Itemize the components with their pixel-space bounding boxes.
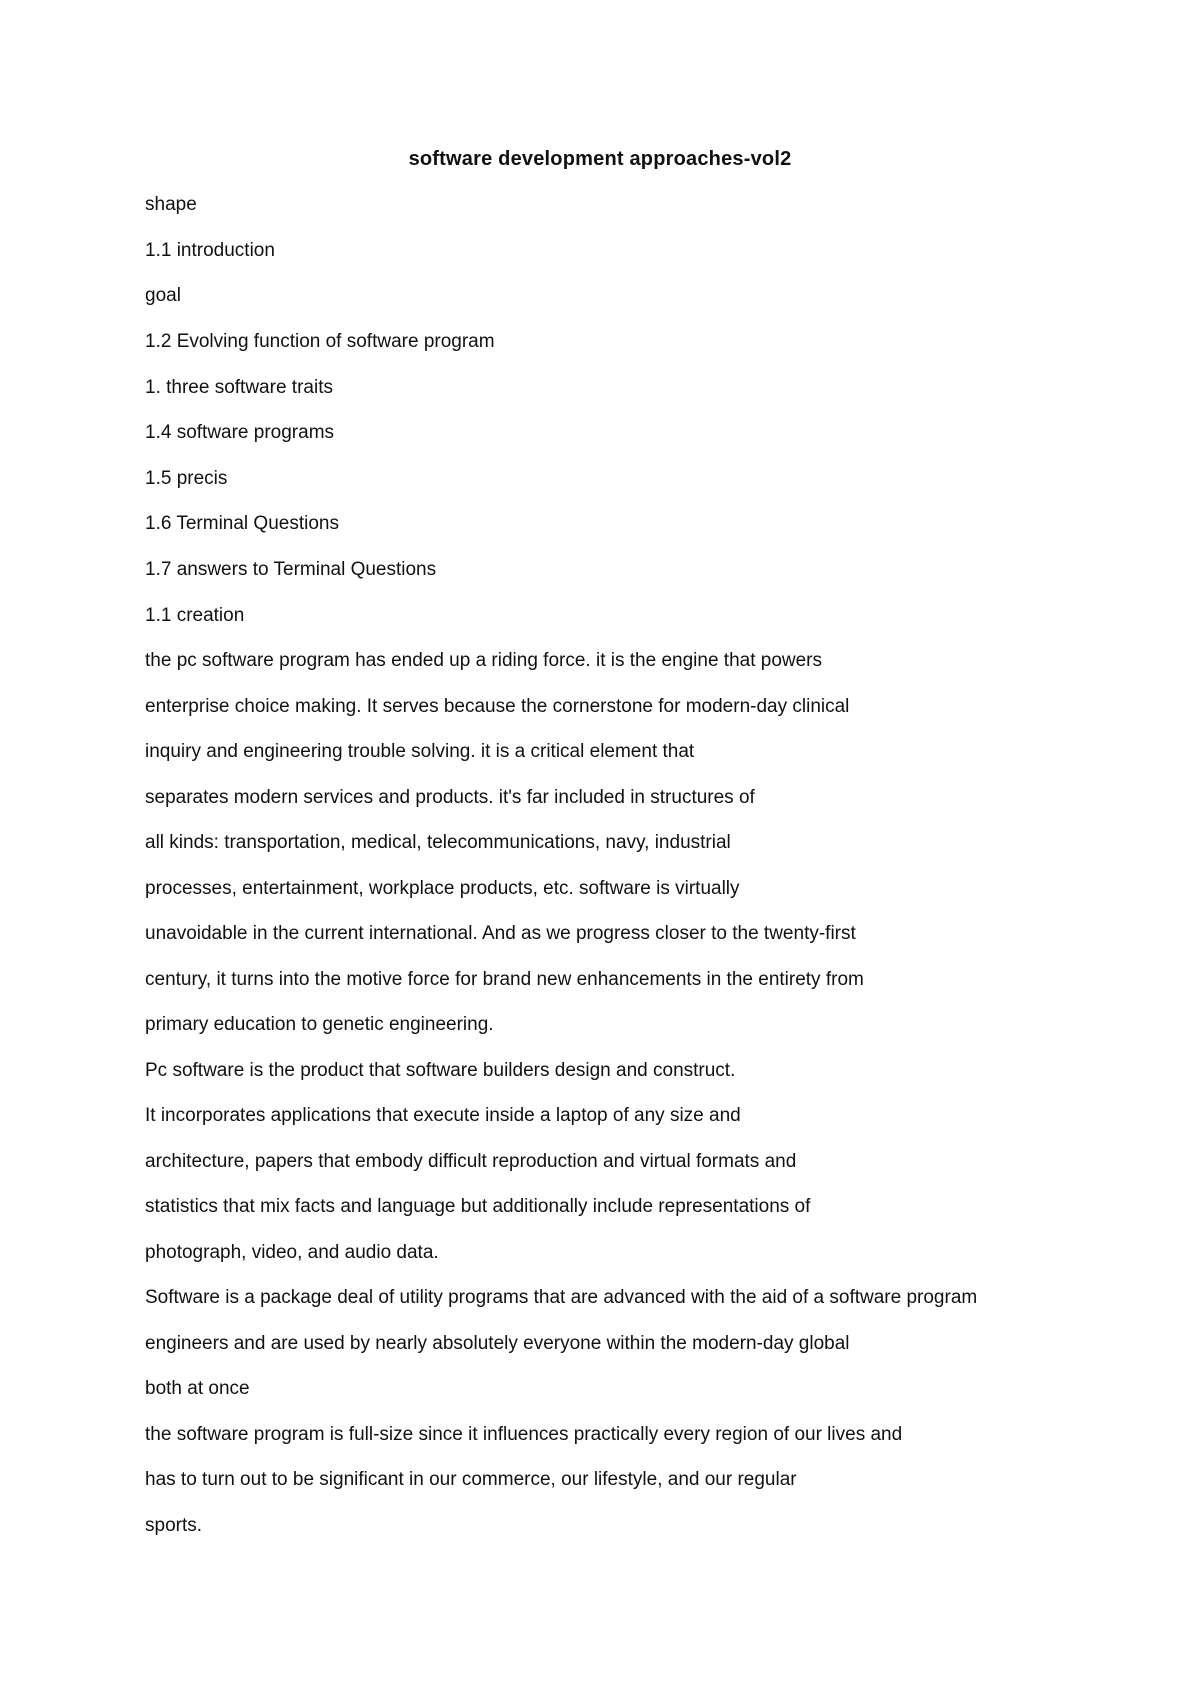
body-line: engineers and are used by nearly absolutely everyone within the modern-day global: [145, 1333, 850, 1354]
body-line: statistics that mix facts and language but additionally include representations of: [145, 1196, 811, 1217]
body-line: unavoidable in the current international. And as we progress closer to the twenty-first: [145, 923, 856, 944]
body-line: processes, entertainment, workplace products, etc. software is virtually: [145, 878, 740, 899]
body-line: Pc software is the product that software builders design and construct.: [145, 1060, 736, 1081]
outline-item: 1. three software traits: [145, 377, 333, 398]
body-line: architecture, papers that embody difficult reproduction and virtual formats and: [145, 1151, 797, 1172]
outline-item: 1.7 answers to Terminal Questions: [145, 559, 437, 580]
document-title: software development approaches-vol2: [408, 148, 792, 170]
body-line: separates modern services and products. it's far included in structures of: [145, 787, 755, 808]
outline-item: goal: [145, 285, 181, 306]
outline-item: 1.1 introduction: [145, 240, 275, 261]
body-line: both at once: [145, 1378, 250, 1399]
body-line: It incorporates applications that execute inside a laptop of any size and: [145, 1105, 741, 1126]
body-line: inquiry and engineering trouble solving. it is a critical element that: [145, 741, 695, 762]
outline-item: 1.5 precis: [145, 468, 228, 489]
outline-item: 1.6 Terminal Questions: [145, 513, 339, 534]
body-line: the pc software program has ended up a riding force. it is the engine that powers: [145, 650, 823, 671]
outline-item: 1.4 software programs: [145, 422, 335, 443]
body-line: photograph, video, and audio data.: [145, 1242, 439, 1263]
outline-item: 1.1 creation: [145, 605, 245, 626]
body-line: sports.: [145, 1515, 203, 1536]
outline-item: 1.2 Evolving function of software program: [145, 331, 495, 352]
body-line: Software is a package deal of utility programs that are advanced with the aid of a software program: [145, 1287, 978, 1308]
body-line: primary education to genetic engineering.: [145, 1014, 494, 1035]
body-line: enterprise choice making. It serves because the cornerstone for modern-day clinical: [145, 696, 850, 717]
body-line: has to turn out to be significant in our commerce, our lifestyle, and our regular: [145, 1469, 797, 1490]
body-line: the software program is full-size since it influences practically every region of our lives and: [145, 1424, 903, 1445]
body-line: century, it turns into the motive force for brand new enhancements in the entirety from: [145, 969, 864, 990]
outline-item: shape: [145, 194, 197, 215]
body-line: all kinds: transportation, medical, telecommunications, navy, industrial: [145, 832, 731, 853]
